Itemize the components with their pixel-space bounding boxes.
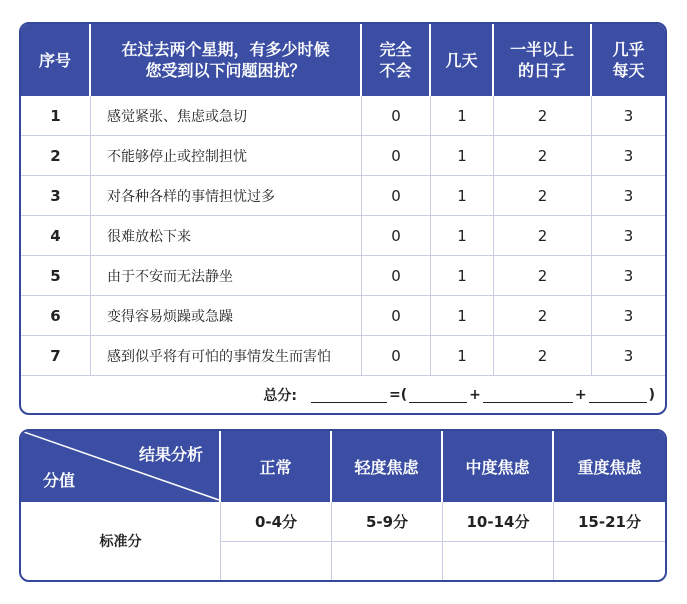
table-row <box>21 176 665 216</box>
range-column-severe <box>554 502 665 580</box>
score-more-than-half[interactable]: 2 <box>494 176 592 215</box>
table-header <box>21 24 665 96</box>
header-option-more-than-half: 一半以上 的日子 <box>494 24 592 96</box>
score-several-days[interactable]: 1 <box>431 336 494 375</box>
score-several-days[interactable]: 1 <box>431 176 494 215</box>
diag-label-score: 分值 <box>43 471 76 490</box>
row-number: 3 <box>21 176 91 215</box>
header-severe-anxiety: 重度焦虑 <box>554 431 665 502</box>
score-several-days[interactable]: 1 <box>431 96 494 135</box>
header-question-line2: 您受到以下问题困扰？ <box>145 61 306 80</box>
score-never[interactable]: 0 <box>362 296 431 335</box>
row-number: 2 <box>21 136 91 175</box>
score-more-than-half[interactable]: 2 <box>494 136 592 175</box>
score-several-days[interactable]: 1 <box>431 216 494 255</box>
row-number: 7 <box>21 336 91 375</box>
table-row <box>21 296 665 336</box>
score-nearly-every-day[interactable]: 3 <box>623 346 634 365</box>
header-option-several-days: 几天 <box>431 24 494 96</box>
table-body <box>21 96 665 376</box>
score-more-than-half[interactable]: 2 <box>494 96 592 135</box>
score-never[interactable]: 0 <box>362 176 431 215</box>
table-row <box>21 216 665 256</box>
score-never[interactable]: 0 <box>362 336 431 375</box>
score-never[interactable]: 0 <box>362 136 431 175</box>
header-question-line1: 在过去两个星期，有多少时候 <box>121 40 330 59</box>
row-question: 由于不安而无法静坐 <box>91 256 362 295</box>
range-column-mild <box>332 502 443 580</box>
empty-cell <box>554 542 665 580</box>
score-nearly-every-day[interactable]: 3 <box>623 266 634 285</box>
total-score-blank[interactable] <box>311 388 387 403</box>
gad7-questionnaire-table <box>19 22 667 415</box>
row-number: 6 <box>21 296 91 335</box>
row-question: 变得容易烦躁或急躁 <box>91 296 362 335</box>
score-more-than-half[interactable]: 2 <box>494 216 592 255</box>
header-question <box>91 24 362 96</box>
table-row <box>21 256 665 296</box>
header-mild-anxiety: 轻度焦虑 <box>332 431 443 502</box>
result-body <box>21 502 665 580</box>
header-option-never: 完全 不会 <box>362 24 431 96</box>
range-column-normal <box>221 502 332 580</box>
header-normal: 正常 <box>221 431 332 502</box>
score-more-than-half[interactable]: 2 <box>494 296 592 335</box>
range-severe: 15-21分 <box>554 502 665 542</box>
score-never[interactable]: 0 <box>362 256 431 295</box>
score-nearly-every-day[interactable]: 3 <box>623 306 634 325</box>
total-score-label: 总分: <box>263 388 297 404</box>
plus-sign: + <box>469 387 481 403</box>
score-several-days[interactable]: 1 <box>431 256 494 295</box>
row-question: 感到似乎将有可怕的事情发生而害怕 <box>91 336 362 375</box>
subtotal-blank-3[interactable] <box>589 388 647 403</box>
row-question: 对各种各样的事情担忧过多 <box>91 176 362 215</box>
close-paren: ) <box>648 387 655 403</box>
score-never[interactable]: 0 <box>362 216 431 255</box>
row-question: 不能够停止或控制担忧 <box>91 136 362 175</box>
header-option-nearly-every-day: 几乎 每天 <box>612 40 645 80</box>
empty-cell <box>443 542 553 580</box>
score-several-days[interactable]: 1 <box>431 296 494 335</box>
score-nearly-every-day[interactable]: 3 <box>623 106 634 125</box>
score-nearly-every-day[interactable]: 3 <box>623 226 634 245</box>
row-question: 感觉紧张、焦虑或急切 <box>91 96 362 135</box>
empty-cell <box>221 542 331 580</box>
diag-label-result: 结果分析 <box>138 445 203 464</box>
header-moderate-anxiety: 中度焦虑 <box>443 431 554 502</box>
subtotal-blank-1[interactable] <box>409 388 467 403</box>
total-score-row <box>21 376 665 414</box>
standard-score-label: 标准分 <box>21 502 221 580</box>
score-nearly-every-day[interactable]: 3 <box>623 146 634 165</box>
range-column-moderate <box>443 502 554 580</box>
row-number: 5 <box>21 256 91 295</box>
table-row <box>21 336 665 376</box>
table-row <box>21 136 665 176</box>
range-moderate: 10-14分 <box>443 502 553 542</box>
empty-cell <box>332 542 442 580</box>
score-never[interactable]: 0 <box>362 96 431 135</box>
score-nearly-every-day[interactable]: 3 <box>623 186 634 205</box>
table-row <box>21 96 665 136</box>
result-analysis-table <box>19 429 667 582</box>
result-header <box>21 431 665 502</box>
header-no: 序号 <box>21 24 91 96</box>
score-several-days[interactable]: 1 <box>431 136 494 175</box>
score-more-than-half[interactable]: 2 <box>494 256 592 295</box>
row-number: 1 <box>21 96 91 135</box>
subtotal-blank-2[interactable] <box>483 388 573 403</box>
range-normal: 0-4分 <box>221 502 331 542</box>
range-mild: 5-9分 <box>332 502 442 542</box>
score-more-than-half[interactable]: 2 <box>494 336 592 375</box>
plus-sign: + <box>574 387 587 403</box>
diagonal-header-cell <box>21 431 221 502</box>
equals-paren: =( <box>388 387 408 403</box>
row-question: 很难放松下来 <box>91 216 362 255</box>
row-number: 4 <box>21 216 91 255</box>
